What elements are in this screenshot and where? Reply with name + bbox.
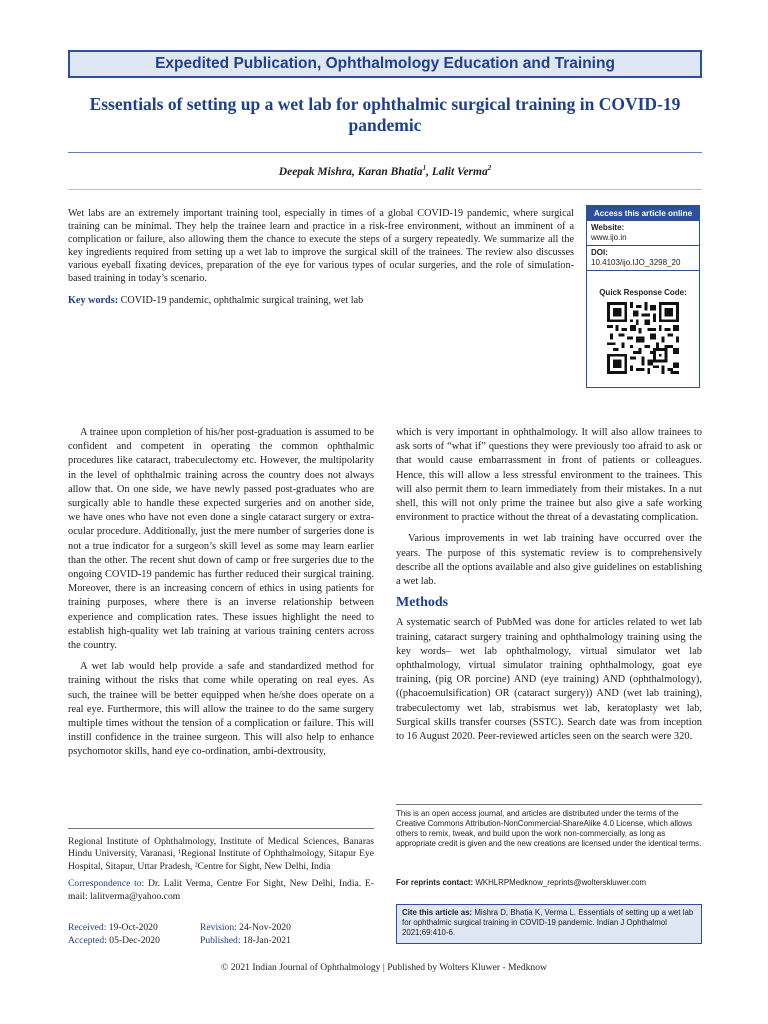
license-notice: This is an open access journal, and articles are distributed under the terms of the Creative Commons Attribution-NonCommercial-ShareAlike 4.0 License, which allows others to remix, tweak, and build upon the work non-commercially, as long as appropriate credit is given and the new creations are licensed under the identical terms.	[396, 809, 702, 849]
dates-row	[68, 935, 374, 948]
author-3: , Lalit Verma	[426, 165, 488, 178]
body-column-left	[68, 426, 374, 767]
author-2: Karan Bhatia	[357, 165, 423, 178]
section-banner: Expedited Publication, Ophthalmology Education and Training	[68, 50, 702, 78]
reprints-contact	[396, 878, 702, 887]
access-article-box	[586, 205, 700, 388]
website-link[interactable]: www.ijo.in	[591, 233, 627, 242]
qr-label: Quick Response Code:	[599, 288, 687, 297]
correspondence-label: Correspondence to:	[68, 878, 145, 890]
dates-row	[68, 922, 374, 935]
keywords-text: COVID-19 pandemic, ophthalmic surgical training, wet lab	[118, 295, 364, 306]
reprints-email[interactable]: WKHLRPMedknow_reprints@wolterskluwer.com	[473, 878, 647, 887]
footnote-divider-left	[68, 828, 374, 829]
author-2-affiliation: 1	[422, 164, 427, 172]
author-3-affiliation: 2	[487, 164, 492, 172]
body-column-right	[396, 426, 702, 751]
qr-code-icon[interactable]	[607, 302, 679, 374]
cite-text: Mishra D, Bhatia K, Verma L. Essentials of setting up a wet lab for ophthalmic surgical training in COVID-19 pandemic. Indian J Ophthalmol 2021;69:410-6.	[402, 908, 694, 938]
article-title: Essentials of setting up a wet lab for ophthalmic surgical training in COVID-19 pandemic	[89, 94, 681, 135]
published-date: 18-Jan-2021	[240, 934, 291, 946]
cite-label: Cite this article as:	[402, 908, 473, 917]
author-list	[68, 164, 702, 178]
keywords-label: Key words:	[68, 295, 119, 306]
received-date: 19-Oct-2020	[106, 922, 158, 933]
received-label: Received:	[68, 922, 107, 933]
keywords	[68, 294, 574, 307]
correspondence-text: Dr. Lalit Verma, Centre For Sight, New Delhi, India. E-mail: lalitverma@yahoo.com	[68, 878, 374, 902]
body-paragraph: A wet lab would help provide a safe and standardized method for training without the risks that come while operating on real eyes. As such, the trainee will be better equipped when he/she does operate on a real eye. Furthermore, this will allow the trainee to do the same surgery multiple times without the tension of a complication or failure. This will instill confidence in the trainee surgeon. This will also help to enhance psychomotor skills, hand eye co-ordination, ambi-dextrousity,	[68, 661, 374, 758]
cite-box	[396, 904, 702, 944]
accepted-date: 05-Dec-2020	[106, 934, 160, 946]
body-paragraph: A trainee upon completion of his/her post-graduation is assumed to be confident and competent in operating the common ophthalmic procedures like cataract, trabeculectomy etc. However, the multipolarity in the level of ophthalmic training across the country does not always allow that. On one side, we have newly passed post-graduates who are surgically able to handle these expected surgeries and on another side, we have ones who have not even done a single cataract surgery or extra-ocular procedure. Additionally, just the mere number of surgeries done is not a true indicator for a surgeon’s skill level as some may learn earlier than the other. The recent shut down of camp or free surgeries due to the ongoing COVID-19 pandemic has further reduced their surgical training. Moreover, there is an increasing concern of ethics in using patients for training purposes, where there is an inverse relationship between experience and complication rates. These issues highlight the need to establish high-quality wet lab training at various training centers across the country.	[68, 427, 374, 652]
access-header: Access this article online	[587, 206, 699, 221]
doi-cell	[587, 246, 699, 271]
body-paragraph: Various improvements in wet lab training have occurred over the years. The purpose of this systematic review is to comprehensively describe all the options available and also give guidelines on establishing a wet lab.	[396, 533, 702, 588]
footnote-divider-right	[396, 804, 702, 805]
published-label: Published:	[200, 934, 241, 946]
doi-link[interactable]: 10.4103/ijo.IJO_3298_20	[591, 258, 681, 267]
affiliations	[68, 836, 374, 903]
doi-label: DOI:	[591, 248, 608, 257]
website-label: Website:	[591, 223, 625, 232]
affiliation-text: Regional Institute of Ophthalmology, Institute of Medical Sciences, Banaras Hindu University, Varanasi, ¹Regional Institute of Ophthalmology, Sitapur Eye Hospital, Sitapur, Uttar Pradesh, ²Centre for Sight, New Delhi, India	[68, 836, 374, 872]
methods-paragraph: A systematic search of PubMed was done for articles related to wet lab training, cataract surgery training and ophthalmology training using the key words– wet lab ophthalmology, virtual simulator wet lab ophthalmology, virtual simulator training ophthalmology, goat eye training, (pig OR porcine) AND (eye training) AND (ophthalmology), ((phacoemulsification) OR (cataract surgery)) AND (wet lab training), trabeculectomy wet lab, strabismus wet lab, keratoplasty wet lab, Surgical skills transfer courses (SSTC). Search date was from inception to 16 August 2020. Peer-reviewed articles seen on the search were 320.	[396, 617, 702, 743]
revision-label: Revision:	[200, 922, 237, 933]
accepted-label: Accepted:	[68, 934, 107, 946]
abstract: Wet labs are an extremely important training tool, especially in times of a global COVID-19 pandemic, where surgical training can be minimal. They help the trainee learn and practice in a risk-free environment, without an imminent of a complication or failure, also allowing them the chance to execute the steps of a surgery repeatedly. We summarize all the key ingredients required from setting up a wet lab to improve the surgical skill of the trainees. The review also discusses various eyeball fixating devices, preparation of the eye for various types of ocular surgeries, and the role of simulation-based training in today’s scenario.	[68, 208, 574, 285]
author-1: Deepak Mishra,	[278, 165, 358, 178]
revision-date: 24-Nov-2020	[236, 922, 291, 933]
methods-heading: Methods	[396, 595, 449, 611]
website-cell	[587, 221, 699, 246]
body-paragraph: which is very important in ophthalmology. It will also allow trainees to ask sorts of “what if” questions they were previously too afraid to ask or that would cause embarrassment in front of patients or colleagues. Hence, this will allow a less stressful environment to the trainees. This will also permit them to learn immediately from their mistakes. In a nut shell, this will not only prime the trainee but also give a safe working environment to practice without the threat of a devastating complication.	[396, 427, 702, 524]
reprints-label: For reprints contact:	[396, 878, 474, 887]
correspondence	[68, 878, 374, 903]
page-footer: © 2021 Indian Journal of Ophthalmology | Published by Wolters Kluwer - Medknow	[221, 962, 547, 973]
authors-divider	[68, 189, 702, 190]
article-dates	[68, 922, 374, 947]
title-divider	[68, 152, 702, 153]
